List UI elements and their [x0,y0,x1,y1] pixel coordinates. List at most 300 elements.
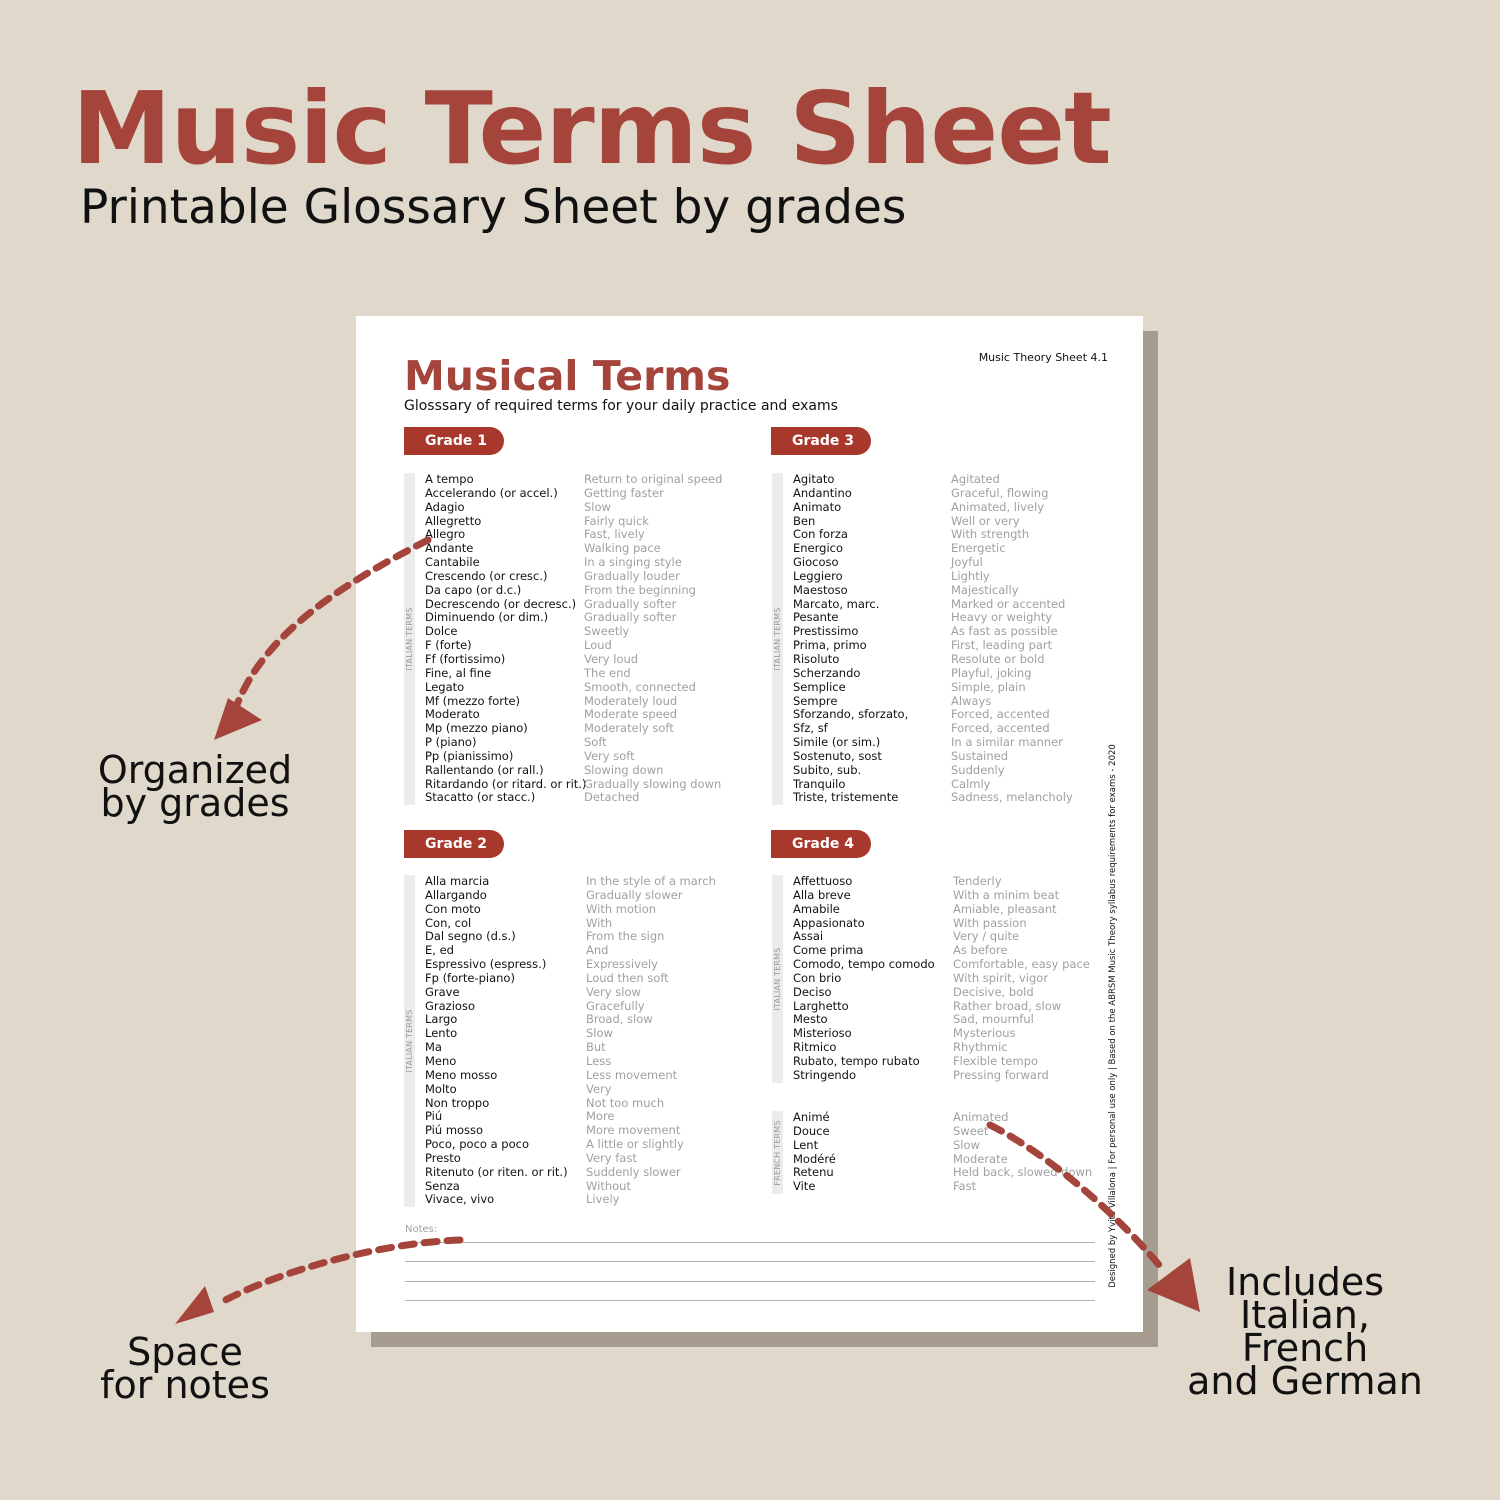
term-row [404,584,744,598]
term-meaning: A little or slightly [586,1137,684,1152]
term-row [772,556,1102,570]
term-meaning: Rhythmic [953,1040,1008,1055]
grade-2-terms [404,875,744,1207]
term-row [404,611,744,625]
term-meaning: Playful, joking [951,665,1032,680]
term-row [404,501,744,515]
term-name: Energico [793,541,844,556]
term-meaning: Sustained [951,748,1008,763]
term-meaning: Animated [953,1110,1009,1124]
term-row [772,1000,1102,1014]
term-name: Tranquilo [793,776,846,791]
callout-line: and German [1187,1359,1423,1403]
term-meaning: Majestically [951,582,1019,597]
term-row [404,778,744,792]
term-meaning: Broad, slow [586,1012,653,1027]
grade-4-french-terms [772,1111,1102,1194]
term-row [772,944,1102,958]
term-row [404,708,744,722]
term-name: Molto [425,1081,457,1096]
promo-subtitle: Printable Glossary Sheet by grades [80,180,907,235]
term-row [404,1110,744,1124]
term-row [404,1083,744,1097]
term-row [404,1027,744,1041]
term-name: Larghetto [793,998,849,1013]
callout-line: Includes [1225,1260,1385,1304]
term-name: Legato [425,679,465,694]
term-meaning: In the style of a march [586,874,716,888]
grade-badge-2: Grade 2 [404,830,504,858]
term-name: Espressivo (espress.) [425,957,547,972]
term-name: Decrescendo (or decresc.) [425,596,577,611]
term-meaning: Forced, accented [951,721,1050,736]
term-meaning: With a minim beat [953,887,1060,902]
term-name: Andante [425,541,474,556]
term-row [404,944,744,958]
term-name: Modéré [793,1151,836,1166]
term-row [772,764,1102,778]
term-name: Deciso [793,984,832,999]
term-meaning: Slowing down [584,762,664,777]
term-meaning: Soft [584,735,607,750]
term-name: Non troppo [425,1095,490,1110]
term-name: Giocoso [793,555,839,570]
term-row [404,1193,744,1207]
term-name: Stringendo [793,1067,857,1082]
term-row [772,750,1102,764]
term-meaning: Tenderly [953,874,1002,888]
term-name: Crescendo (or cresc.) [425,568,548,583]
term-row [772,501,1102,515]
term-row [404,889,744,903]
term-meaning: Loud [584,638,612,653]
notes-line[interactable] [405,1261,1095,1262]
term-name: Pesante [793,610,839,625]
term-name: Diminuendo (or dim.) [425,610,549,625]
term-meaning: Sweetly [584,624,630,639]
term-meaning: Gradually softer [584,596,677,611]
term-row [772,570,1102,584]
term-meaning: Walking pace [584,541,661,556]
term-meaning: Agitated [951,472,1000,486]
term-name: Retenu [793,1165,834,1180]
term-meaning: Moderate [953,1151,1008,1166]
term-name: Subito, sub. [793,762,862,777]
term-meaning: Amiable, pleasant [953,901,1057,916]
term-row [404,722,744,736]
term-row [404,570,744,584]
term-name: Ben [793,513,816,528]
term-row [772,1153,1102,1167]
term-row [404,791,744,805]
term-meaning: Loud then soft [586,970,669,985]
term-row [404,653,744,667]
term-meaning: Heavy or weighty [951,610,1053,625]
term-name: Pp (pianissimo) [425,748,514,763]
term-meaning: Fairly quick [584,513,649,528]
section-side-label: ITALIAN TERMS [405,607,415,671]
term-name: Meno [425,1053,457,1068]
term-meaning: Forced, accented [951,707,1050,722]
term-meaning: Very [586,1081,612,1096]
term-name: Animato [793,499,842,514]
section-side-label: ITALIAN TERMS [773,947,783,1011]
sheet-footer: Designed by Yvita Villalona | For personal use only | Based on the ABRSM Music Theory syllabus requirements for exams - 2020 [1108,744,1118,1288]
term-name: Prestissimo [793,624,859,639]
term-name: Presto [425,1150,461,1165]
term-name: Grazioso [425,998,475,1013]
term-name: Vivace, vivo [425,1192,495,1207]
callout-line: Organized [97,748,293,792]
term-meaning: Always [951,693,992,708]
term-meaning: Suddenly [951,762,1005,777]
term-meaning: Smooth, connected [584,679,696,694]
term-row [772,542,1102,556]
term-meaning: Fast, lively [584,527,645,542]
term-row [772,528,1102,542]
term-meaning: Fast [953,1179,977,1194]
term-row [772,986,1102,1000]
term-meaning: Joyful [951,555,983,570]
term-row [404,1166,744,1180]
term-row [772,653,1102,667]
term-name: Appasionato [793,915,865,930]
term-row [772,736,1102,750]
term-name: Animé [793,1110,830,1124]
callout-includes-languages [1185,1260,1425,1403]
grade-badge-3: Grade 3 [771,427,871,455]
term-meaning: Marked or accented [951,596,1066,611]
callout-line: French [1241,1326,1369,1370]
term-row [404,639,744,653]
term-name: Adagio [425,499,465,514]
term-name: Simile (or sim.) [793,735,881,750]
term-meaning: Lightly [951,568,990,583]
callout-line: Space [127,1330,243,1374]
term-row [404,1069,744,1083]
term-name: E, ed [425,943,454,958]
term-name: A tempo [425,472,474,486]
term-name: Dolce [425,624,458,639]
term-name: Misterioso [793,1026,852,1041]
term-row [772,639,1102,653]
term-name: Marcato, marc. [793,596,880,611]
term-name: Da capo (or d.c.) [425,582,522,597]
callout-space-for-notes [95,1330,275,1407]
grade-4-italian-terms [772,875,1102,1083]
term-meaning: Resolute or bold [951,651,1045,666]
term-name: Amabile [793,901,840,916]
term-row [404,528,744,542]
term-row [404,487,744,501]
term-meaning: Very / quite [953,929,1020,944]
term-row [404,1055,744,1069]
term-meaning: Moderately soft [584,721,674,736]
term-name: Prima, primo [793,638,867,653]
term-meaning: Lively [586,1192,620,1207]
term-meaning: First, leading part [951,638,1053,653]
term-row [772,930,1102,944]
term-name: Allegretto [425,513,482,528]
term-row [404,542,744,556]
grade-3-terms [772,473,1102,805]
term-name: Ritardando (or ritard. or rit.) [425,776,587,791]
term-row [404,972,744,986]
term-row [404,1180,744,1194]
term-name: Mesto [793,1012,828,1027]
section-side-label: ITALIAN TERMS [773,607,783,671]
term-row [772,889,1102,903]
term-meaning: Well or very [951,513,1020,528]
term-meaning: And [586,943,609,958]
term-meaning: Mysterious [953,1026,1016,1041]
term-name: Con forza [793,527,848,542]
term-meaning: Held back, slowed down [953,1165,1093,1180]
term-name: Affettuoso [793,874,853,888]
term-name: Lento [425,1026,458,1041]
term-meaning: Slow [584,499,611,514]
term-name: Semplice [793,679,846,694]
term-meaning: Getting faster [584,485,664,500]
term-name: Ma [425,1040,442,1055]
sheet-subtitle: Glosssary of required terms for your daily practice and exams [404,398,838,414]
term-meaning: Less [586,1053,612,1068]
term-row [404,958,744,972]
term-row [404,1000,744,1014]
term-name: Maestoso [793,582,848,597]
promo-title: Music Terms Sheet [72,70,1111,187]
term-row [772,1027,1102,1041]
term-row [772,695,1102,709]
term-name: Accelerando (or accel.) [425,485,558,500]
term-row [772,625,1102,639]
term-row [404,556,744,570]
term-name: Sforzando, sforzato, [793,707,909,722]
term-name: Cantabile [425,555,480,570]
term-meaning: Sadness, melancholy [951,790,1073,805]
term-meaning: Return to original speed [584,472,723,486]
term-meaning: Gracefully [586,998,645,1013]
term-name: Allargando [425,887,487,902]
term-row [772,903,1102,917]
term-meaning: Moderate speed [584,707,678,722]
term-row [404,875,744,889]
term-row [404,1124,744,1138]
term-row [772,1125,1102,1139]
term-name: Assai [793,929,824,944]
term-row [772,972,1102,986]
term-row [404,1013,744,1027]
term-row [772,515,1102,529]
term-row [404,903,744,917]
term-meaning: More [586,1109,615,1124]
term-meaning: Not too much [586,1095,665,1110]
term-row [772,958,1102,972]
term-row [404,1138,744,1152]
term-name: Moderato [425,707,480,722]
term-name: Andantino [793,485,852,500]
term-meaning: Energetic [951,541,1006,556]
term-row [404,764,744,778]
term-name: Dal segno (d.s.) [425,929,516,944]
callout-line: Italian, [1240,1293,1370,1337]
term-name: Ff (fortissimo) [425,651,506,666]
term-row [404,667,744,681]
term-meaning: Sweet [953,1123,989,1138]
term-name: Grave [425,984,460,999]
term-meaning: Graceful, flowing [951,485,1049,500]
notes-line[interactable] [405,1300,1095,1301]
term-name: Sfz, sf [793,721,828,736]
term-row [404,736,744,750]
music-terms-sheet [356,316,1143,1332]
term-meaning: With strength [951,527,1030,542]
term-row [772,778,1102,792]
term-row [772,1180,1102,1194]
callout-line: by grades [100,781,290,825]
term-name: P (piano) [425,735,477,750]
term-meaning: As fast as possible [951,624,1058,639]
term-meaning: Flexible tempo [953,1053,1039,1068]
grade-1-terms [404,473,744,805]
term-name: Risoluto [793,651,840,666]
term-meaning: With spirit, vigor [953,970,1049,985]
callout-line: for notes [100,1363,270,1407]
term-meaning: Without [586,1178,631,1193]
sheet-title: Musical Terms [404,352,731,400]
term-meaning: Decisive, bold [953,984,1034,999]
sheet-code: Music Theory Sheet 4.1 [978,351,1108,364]
term-name: Mf (mezzo forte) [425,693,521,708]
term-row [772,722,1102,736]
term-row [772,1055,1102,1069]
term-row [404,750,744,764]
term-row [404,598,744,612]
term-row [404,917,744,931]
term-meaning: Calmly [951,776,991,791]
term-meaning: With passion [953,915,1027,930]
term-name: Triste, tristemente [793,790,899,805]
term-name: Douce [793,1123,830,1138]
term-meaning: Gradually slower [586,887,683,902]
term-name: Con brio [793,970,842,985]
term-meaning: Rather broad, slow [953,998,1062,1013]
term-meaning: Sad, mournful [953,1012,1034,1027]
term-row [772,1166,1102,1180]
term-row [404,1152,744,1166]
term-row [772,681,1102,695]
term-row [772,598,1102,612]
term-meaning: The end [584,665,631,680]
term-meaning: Gradually louder [584,568,680,583]
term-row [772,1139,1102,1153]
notes-line[interactable] [405,1242,1095,1243]
term-row [772,917,1102,931]
term-name: Rubato, tempo rubato [793,1053,920,1068]
term-meaning: Comfortable, easy pace [953,957,1090,972]
term-name: Alla marcia [425,874,490,888]
term-name: F (forte) [425,638,472,653]
term-row [772,611,1102,625]
term-meaning: Animated, lively [951,499,1045,514]
term-row [772,667,1102,681]
term-name: Agitato [793,472,835,486]
term-meaning: With [586,915,613,930]
term-name: Rallentando (or rall.) [425,762,544,777]
term-row [772,584,1102,598]
term-row [404,1097,744,1111]
term-name: Ritenuto (or riten. or rit.) [425,1164,568,1179]
section-side-label: FRENCH TERMS [773,1119,783,1186]
term-name: Come prima [793,943,864,958]
term-name: Alla breve [793,887,851,902]
term-name: Ritmico [793,1040,837,1055]
term-name: Stacatto (or stacc.) [425,790,536,805]
term-meaning: Very soft [584,748,635,763]
term-meaning: Less movement [586,1067,678,1082]
notes-line[interactable] [405,1281,1095,1282]
term-meaning: More movement [586,1123,681,1138]
term-row [772,1069,1102,1083]
term-meaning: But [586,1040,606,1055]
term-meaning: From the beginning [584,582,696,597]
callout-organized-by-grades [95,748,295,825]
section-side-label: ITALIAN TERMS [405,1009,415,1073]
term-row [404,625,744,639]
term-meaning: Very slow [586,984,641,999]
term-row [772,791,1102,805]
term-row [772,473,1102,487]
term-name: Con, col [425,915,472,930]
term-name: Senza [425,1178,460,1193]
term-meaning: Slow [586,1026,613,1041]
term-meaning: With motion [586,901,657,916]
term-name: Fp (forte-piano) [425,970,515,985]
term-meaning: Suddenly slower [586,1164,681,1179]
term-name: Sostenuto, sost [793,748,882,763]
term-row [404,930,744,944]
term-meaning: Pressing forward [953,1067,1049,1082]
grade-badge-4: Grade 4 [771,830,871,858]
term-row [404,695,744,709]
term-name: Con moto [425,901,481,916]
term-name: Piú [425,1109,443,1124]
term-name: Sempre [793,693,838,708]
term-row [404,473,744,487]
term-meaning: Expressively [586,957,658,972]
term-name: Largo [425,1012,458,1027]
term-meaning: Very fast [586,1150,637,1165]
term-meaning: Gradually slowing down [584,776,722,791]
term-row [772,1013,1102,1027]
term-name: Piú mosso [425,1123,484,1138]
term-row [404,986,744,1000]
term-name: Leggiero [793,568,843,583]
term-meaning: Gradually softer [584,610,677,625]
term-meaning: Moderately loud [584,693,678,708]
term-meaning: As before [953,943,1008,958]
term-name: Lent [793,1137,819,1152]
term-name: Poco, poco a poco [425,1137,529,1152]
grade-badge-1: Grade 1 [404,427,504,455]
term-name: Meno mosso [425,1067,498,1082]
term-row [772,1041,1102,1055]
term-row [772,708,1102,722]
term-name: Comodo, tempo comodo [793,957,935,972]
term-meaning: Simple, plain [951,679,1026,694]
term-meaning: Detached [584,790,640,805]
term-row [404,1041,744,1055]
